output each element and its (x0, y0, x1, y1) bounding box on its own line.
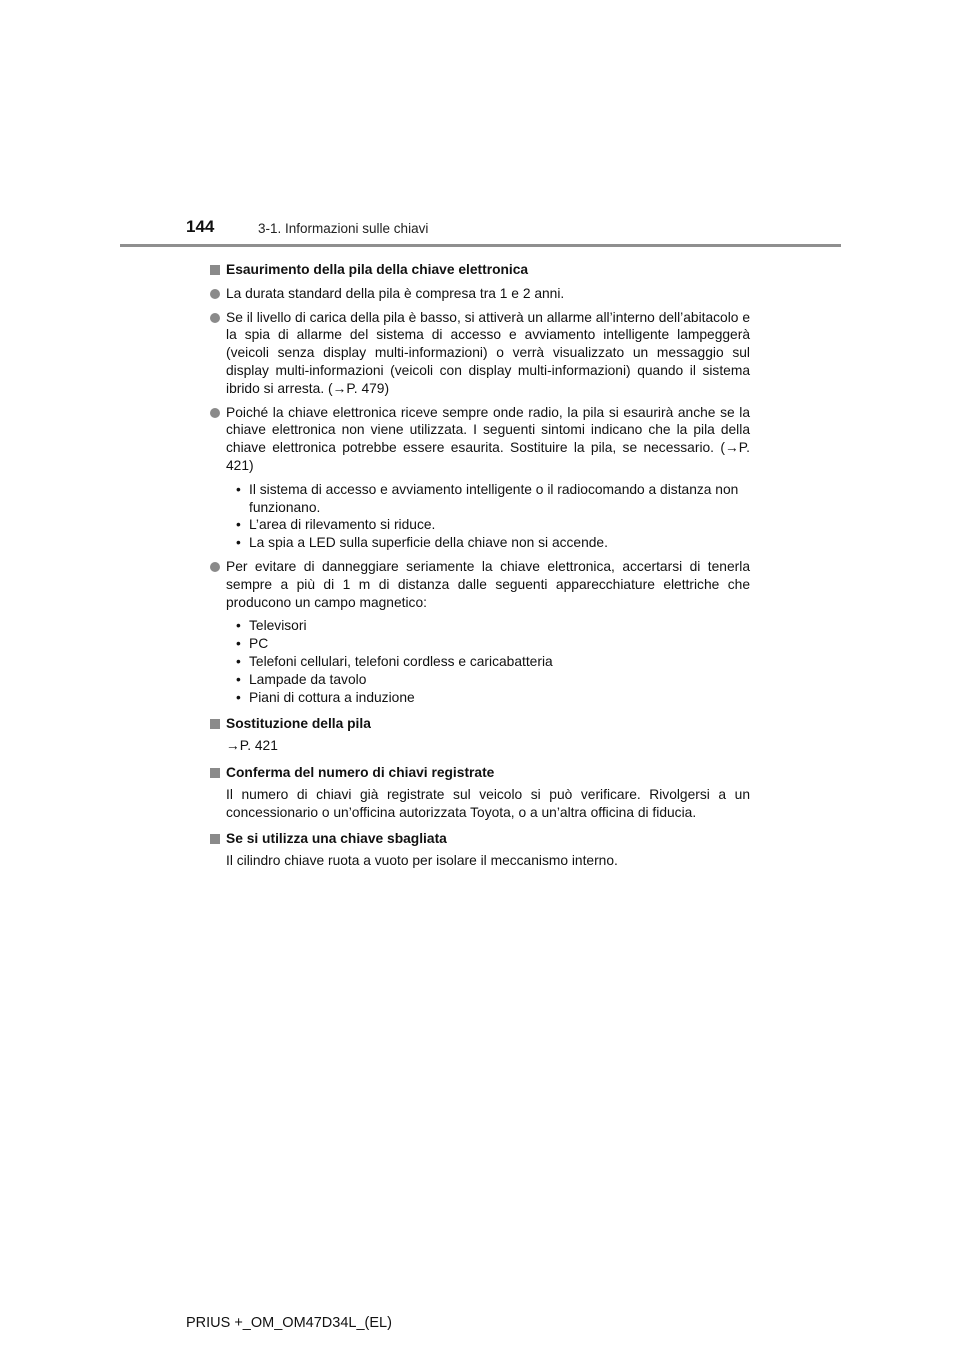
list-item (236, 516, 750, 534)
item-text: Per evitare di danneggiare seriamente la chiave elettronica, accertarsi di tenerla sempre a più di 1 m di distanza dalle seguenti apparecchiature elettriche che producono un campo magnetico: (226, 558, 750, 610)
item-text: Il sistema di accesso e avviamento intelligente o il radiocomando a distanza non funzionano. (249, 481, 739, 515)
page-header (0, 0, 960, 250)
heading-battery-depletion (210, 261, 750, 279)
dot-bullet-icon: • (236, 618, 241, 634)
dot-bullet-icon: • (236, 671, 241, 687)
heading-text: Sostituzione della pila (226, 716, 371, 732)
list-item (236, 653, 750, 671)
list-item (210, 285, 750, 303)
dot-bullet-icon: • (236, 481, 241, 497)
circle-bullet-icon (210, 289, 220, 299)
square-bullet-icon (210, 265, 220, 275)
list-item (236, 635, 750, 653)
document-code: PRIUS +_OM_OM47D34L_(EL) (186, 1315, 392, 1331)
list-item (236, 534, 750, 552)
item-text: La durata standard della pila è compresa tra 1 e 2 anni. (226, 285, 565, 301)
page-content (210, 252, 750, 870)
heading-text: Conferma del numero di chiavi registrate (226, 764, 495, 780)
item-text: L’area di rilevamento si riduce. (249, 517, 436, 533)
heading-text: Esaurimento della pila della chiave elettronica (226, 262, 529, 277)
section-title: 3-1. Informazioni sulle chiavi (258, 221, 429, 236)
device-list (210, 617, 750, 706)
item-text: PC (249, 636, 269, 652)
paragraph: Il cilindro chiave ruota a vuoto per isolare il meccanismo interno. (226, 853, 618, 869)
square-bullet-icon (210, 768, 220, 778)
item-text: Televisori (249, 618, 307, 634)
symptom-list (210, 481, 750, 552)
square-bullet-icon (210, 834, 220, 844)
circle-bullet-icon (210, 408, 220, 418)
page-number: 144 (186, 217, 215, 236)
item-text: Poiché la chiave elettronica riceve sempre onde radio, la pila si esaurirà anche se la chiave elettronica non viene utilizzata. I seguenti sintomi indicano che la pila della chiave elettronica potrebbe essere esaurita. Sostituire la pila, se necessario. (→P. 421) (226, 404, 750, 473)
heading-text: Se si utilizza una chiave sbagliata (226, 831, 447, 847)
dot-bullet-icon: • (236, 517, 241, 533)
circle-bullet-icon (210, 562, 220, 572)
item-text: Piani di cottura a induzione (249, 689, 415, 705)
square-bullet-icon (210, 719, 220, 729)
heading-registered-keys (210, 764, 750, 782)
list-item (236, 689, 750, 707)
dot-bullet-icon: • (236, 689, 241, 705)
heading-wrong-key (210, 830, 750, 848)
list-item (236, 481, 750, 517)
heading-battery-replacement (210, 715, 750, 733)
list-item (210, 309, 750, 398)
list-item (236, 671, 750, 689)
item-text: Lampade da tavolo (249, 671, 367, 687)
dot-bullet-icon: • (236, 653, 241, 669)
header-divider (120, 244, 841, 247)
paragraph: Il numero di chiavi già registrate sul veicolo si può verificare. Rivolgersi a un concessionario o un’officina autorizzata Toyota, o a un’altra officina di fiducia. (226, 786, 750, 820)
list-item (236, 617, 750, 635)
dot-bullet-icon: • (236, 535, 241, 551)
item-text: La spia a LED sulla superficie della chiave non si accende. (249, 535, 608, 551)
item-text: Se il livello di carica della pila è basso, si attiverà un allarme all’interno dell’abitacolo e la spia di allarme del sistema di accesso e avviamento intelligente lampeggerà (veicoli senza display multi-informazioni) o verrà visualizzato un messaggio sul display multi-informazioni (veicoli con display multi-informazioni) quando il sistema ibrido si arresta. (→P. 479) (226, 309, 750, 396)
page-reference: →P. 421 (226, 738, 278, 754)
list-item (210, 404, 750, 475)
circle-bullet-icon (210, 313, 220, 323)
item-text: Telefoni cellulari, telefoni cordless e caricabatteria (249, 653, 553, 669)
dot-bullet-icon: • (236, 636, 241, 652)
list-item (210, 558, 750, 611)
